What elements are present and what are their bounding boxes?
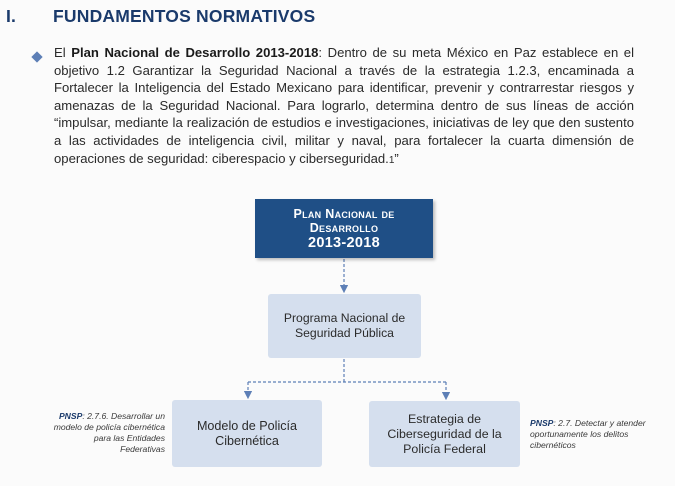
top-box-line3: 2013-2018 <box>307 234 381 251</box>
right-note-label: PNSP <box>530 418 554 428</box>
programa-nacional-box <box>268 294 421 358</box>
middle-box-line1: Programa Nacional de <box>283 311 406 325</box>
right-box-line1: Estrategia de <box>407 411 481 426</box>
right-note <box>530 418 650 451</box>
modelo-policia-box <box>172 400 322 467</box>
top-box-line2: Desarrollo <box>309 221 379 236</box>
paragraph-body: : Dentro de su meta México en Paz establece en el objetivo 1.2 Garantizar la Seguridad Nacional a través de la estrategia 1.2.3, encaminada a Fortalecer la Inteligencia del Estado Mexicano para identificar, prevenir y contrarrestar riesgos y amenazas de la Seguridad Nacional. Para lograrlo, determina dentro de sus líneas de acción “impulsar, mediante la realización de estudios e investigaciones, iniciativas de ley que den sustento a las actividades de inteligencia civil, militar y naval, para fortalecer la cuarta dimensión de operaciones de seguridad: ciberespacio y ciberseguridad. <box>54 45 634 166</box>
middle-box-line2: Seguridad Pública <box>295 326 394 340</box>
right-note-text: : 2.7. Detectar y atender oportunamente los delitos cibernéticos <box>530 418 646 450</box>
plan-name: Plan Nacional de Desarrollo 2013-2018 <box>71 45 319 60</box>
section-title: FUNDAMENTOS NORMATIVOS <box>53 6 316 26</box>
top-box-line1: Plan Nacional de <box>293 206 395 221</box>
left-note <box>50 411 165 455</box>
left-box-line2: Cibernética <box>215 433 279 448</box>
plan-nacional-box <box>255 199 433 258</box>
right-box-line3: Policía Federal <box>403 441 486 456</box>
closing-quote: ” <box>394 150 399 166</box>
section-number: I. <box>6 6 17 26</box>
left-box-line1: Modelo de Policía <box>196 418 298 433</box>
paragraph-intro: El <box>54 45 72 60</box>
left-note-text: : 2.7.6. Desarrollar un modelo de policía cibernética para las Entidades Federativas <box>53 411 165 454</box>
right-box-line2: Ciberseguridad de la <box>387 426 502 441</box>
estrategia-ciberseguridad-box <box>369 401 520 467</box>
footnote-ref: 1 <box>388 154 395 166</box>
left-note-label: PNSP <box>58 411 83 421</box>
